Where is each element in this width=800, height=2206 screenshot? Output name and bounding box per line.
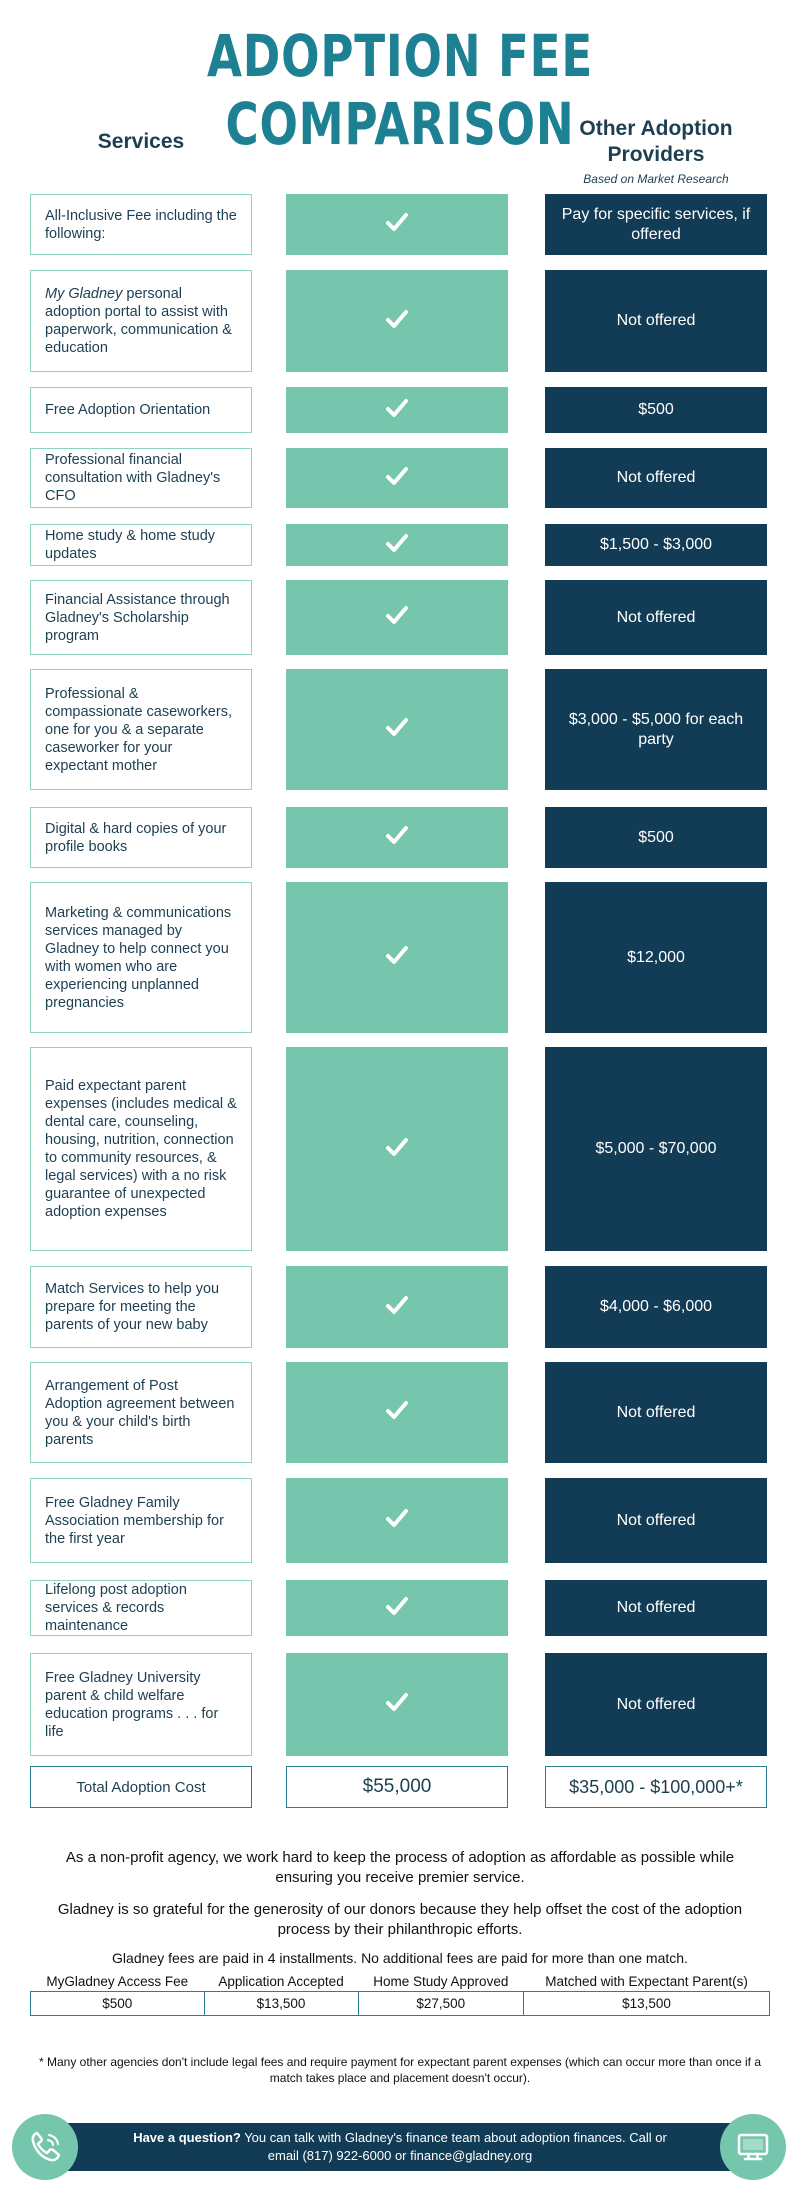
service-label: Arrangement of Post Adoption agreement between you & your child's birth parents [45, 1377, 235, 1448]
checkmark-icon [383, 1291, 411, 1324]
donors-paragraph: Gladney is so grateful for the generosity of our donors because they help offset the cost of the adoption process by their philanthropic efforts. [57, 1901, 743, 1938]
service-label: Match Services to help you prepare for meeting the parents of your new baby [45, 1281, 220, 1333]
computer-icon[interactable] [720, 2114, 786, 2180]
checkmark-icon [383, 713, 411, 746]
service-text [45, 1077, 237, 1221]
contact-footer [40, 2123, 760, 2171]
checkmark-icon [383, 821, 411, 854]
service-emphasis: My Gladney [45, 286, 123, 302]
phone-icon[interactable] [12, 2114, 78, 2180]
installments-table [30, 1972, 770, 2016]
other-provider-cell: Pay for specific services, if offered [545, 194, 767, 255]
included-check-cell [286, 1362, 508, 1463]
services-column-header: Services [97, 130, 185, 153]
contact-text [130, 2129, 670, 2165]
checkmark-icon [383, 394, 411, 427]
service-text [45, 207, 237, 243]
service-label: Marketing & communications services managed by Gladney to help connect you with women who are experiencing unplanned pregnancies [45, 904, 232, 1011]
checkmark-icon [383, 208, 411, 241]
service-label: Free Gladney Family Association membership for the first year [45, 1494, 224, 1547]
service-text [45, 1280, 237, 1334]
service-label: Financial Assistance through Gladney's Scholarship program [45, 591, 230, 644]
included-check-cell [286, 1580, 508, 1636]
other-provider-cell: Not offered [545, 448, 767, 508]
other-provider-cell: $3,000 - $5,000 for each party [545, 669, 767, 790]
included-check-cell [286, 1266, 508, 1348]
service-cell [30, 194, 252, 255]
installments-note: Gladney fees are paid in 4 installments. No additional fees are paid for more than one match. [112, 1950, 688, 1966]
service-cell [30, 387, 252, 433]
service-label: personal adoption portal to assist with paperwork, communication & education [45, 286, 232, 356]
installment-header: Home Study Approved [373, 1974, 509, 1989]
included-check-cell [286, 1478, 508, 1563]
service-cell [30, 1047, 252, 1251]
footnote: * Many other agencies don't include legal fees and require payment for expectant parent expenses (which can occur more than once if a match takes place and placement doesn't occur). [38, 2055, 762, 2085]
included-check-cell [286, 194, 508, 255]
service-label: Free Gladney University parent & child welfare education programs . . . for life [45, 1669, 219, 1740]
total-cost-other: $35,000 - $100,000+* [545, 1766, 767, 1808]
installment-value: $27,500 [358, 1992, 524, 2016]
included-check-cell [286, 270, 508, 372]
other-provider-cell: $12,000 [545, 882, 767, 1033]
other-provider-cell: Not offered [545, 580, 767, 655]
service-text [45, 451, 237, 505]
service-cell [30, 1266, 252, 1348]
installment-header: MyGladney Access Fee [46, 1974, 189, 1989]
service-label: Free Adoption Orientation [45, 402, 211, 418]
service-label: Lifelong post adoption services & records maintenance [45, 1582, 187, 1634]
service-label: All-Inclusive Fee including the following: [45, 207, 237, 242]
service-text [45, 820, 237, 856]
service-cell [30, 448, 252, 508]
service-cell [30, 270, 252, 372]
contact-question: Have a question? [133, 2130, 241, 2145]
included-check-cell [286, 1047, 508, 1251]
included-check-cell [286, 669, 508, 790]
checkmark-icon [383, 1133, 411, 1166]
checkmark-icon [383, 462, 411, 495]
included-check-cell [286, 807, 508, 868]
installment-header: Application Accepted [218, 1974, 344, 1989]
service-cell [30, 580, 252, 655]
installment-value: $13,500 [204, 1992, 358, 2016]
service-label: Home study & home study updates [45, 528, 216, 562]
checkmark-icon [383, 1504, 411, 1537]
total-cost-gladney: $55,000 [286, 1766, 508, 1808]
checkmark-icon [383, 1592, 411, 1625]
other-provider-cell: $500 [545, 807, 767, 868]
checkmark-icon [383, 1688, 411, 1721]
other-provider-cell: $1,500 - $3,000 [545, 524, 767, 566]
service-label: Digital & hard copies of your profile books [45, 820, 227, 855]
included-check-cell [286, 524, 508, 566]
other-providers-column-header: Other Adoption Providers [579, 117, 733, 166]
other-providers-subheader: Based on Market Research [583, 172, 729, 186]
included-check-cell [286, 448, 508, 508]
service-text [45, 591, 237, 645]
service-text [45, 401, 210, 419]
service-text [45, 1669, 237, 1741]
page-title: ADOPTION FEE COMPARISON [206, 22, 594, 158]
other-provider-cell: Not offered [545, 1362, 767, 1463]
other-provider-cell: $4,000 - $6,000 [545, 1266, 767, 1348]
service-text [45, 285, 237, 357]
other-provider-cell: Not offered [545, 1653, 767, 1756]
checkmark-icon [383, 305, 411, 338]
included-check-cell [286, 1653, 508, 1756]
checkmark-icon [383, 601, 411, 634]
contact-details: You can talk with Gladney's finance team about adoption finances. Call or email (817) 922-6000 or finance@gladney.org [240, 2130, 667, 2163]
service-label: Paid expectant parent expenses (includes medical & dental care, counseling, housing, nutrition, connection to community resources, & legal services) with a no risk guarantee of unexpected adoption expenses [45, 1078, 237, 1220]
service-cell [30, 1580, 252, 1636]
included-check-cell [286, 387, 508, 433]
other-provider-cell: Not offered [545, 1580, 767, 1636]
service-cell [30, 807, 252, 868]
checkmark-icon [383, 941, 411, 974]
other-provider-cell: $500 [545, 387, 767, 433]
installment-value: $500 [31, 1992, 205, 2016]
checkmark-icon [383, 1396, 411, 1429]
total-cost-label: Total Adoption Cost [30, 1766, 252, 1808]
service-text [45, 1377, 237, 1449]
service-text [45, 1494, 237, 1548]
service-label: Professional & compassionate caseworkers, one for you & a separate caseworker for your expectant mother [45, 685, 232, 774]
service-cell [30, 1653, 252, 1756]
checkmark-icon [383, 529, 411, 562]
other-provider-cell: Not offered [545, 270, 767, 372]
service-label: Professional financial consultation with Gladney's CFO [45, 452, 221, 504]
service-cell [30, 524, 252, 566]
installment-value: $13,500 [524, 1992, 770, 2016]
included-check-cell [286, 580, 508, 655]
service-text [45, 685, 237, 775]
service-text [45, 1581, 237, 1635]
nonprofit-paragraph: As a non-profit agency, we work hard to keep the process of adoption as affordable as possible while ensuring you receive premier service. [65, 1849, 735, 1886]
other-provider-cell: Not offered [545, 1478, 767, 1563]
service-cell [30, 1362, 252, 1463]
included-check-cell [286, 882, 508, 1033]
service-cell [30, 669, 252, 790]
service-cell [30, 882, 252, 1033]
installment-header: Matched with Expectant Parent(s) [545, 1974, 748, 1989]
service-cell [30, 1478, 252, 1563]
other-provider-cell: $5,000 - $70,000 [545, 1047, 767, 1251]
service-text [45, 527, 237, 563]
service-text [45, 904, 237, 1012]
